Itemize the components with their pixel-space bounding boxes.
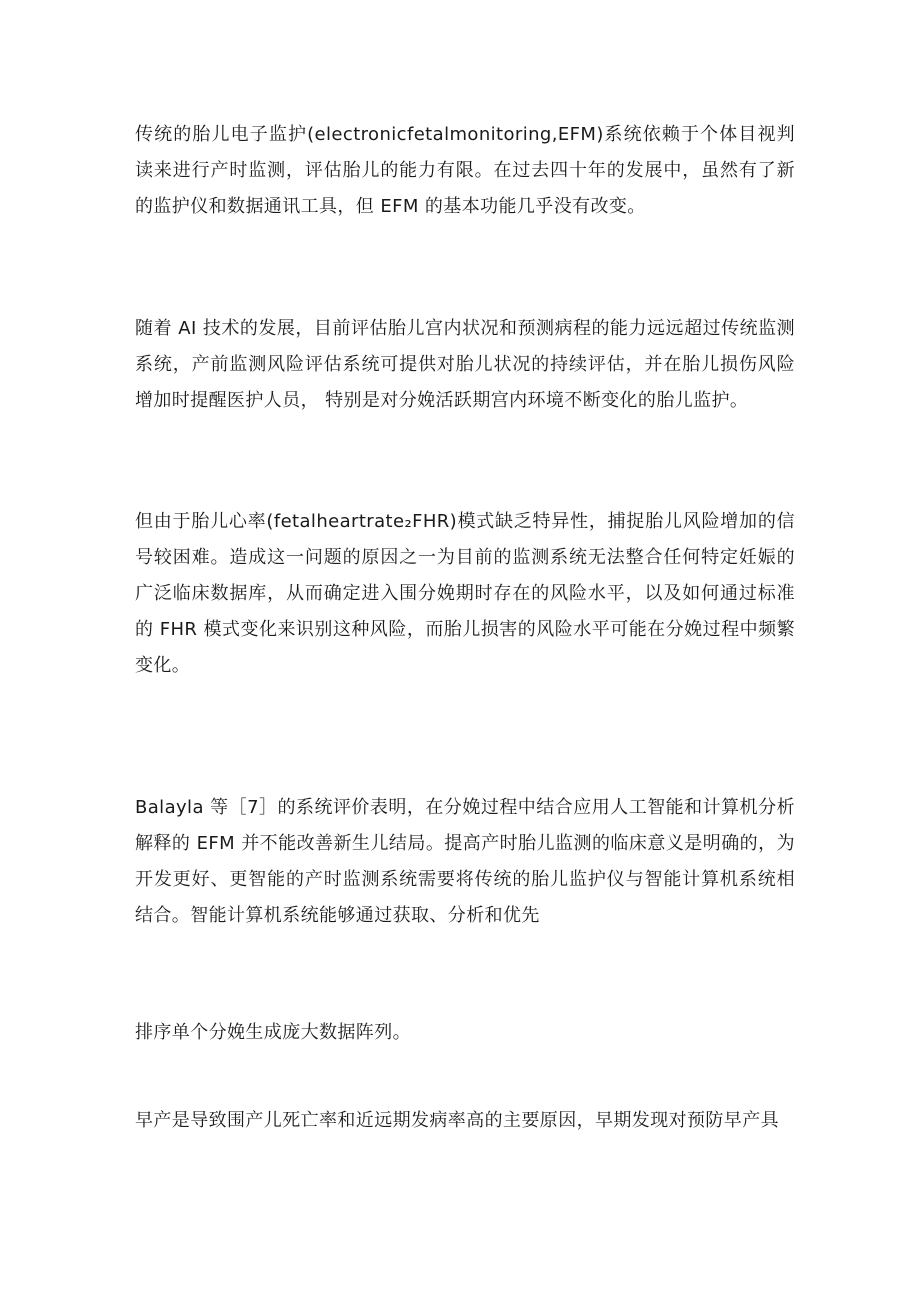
paragraph-fhr-specificity: 但由于胎儿心率(fetalheartrate₂FHR)模式缺乏特异性，捕捉胎儿风险增加的信号较困难。造成这一问题的原因之一为目前的监测系统无法整合任何特定妊娠的广泛临床数据库，从而确定进入围分娩期时存在的风险水平，以及如何通过标准的 FHR 模式变化来识别这种风险，而胎儿损害的风险水平可能在分娩过程中频繁变化。 bbox=[135, 511, 795, 676]
paragraph-preterm-birth: 早产是导致围产儿死亡率和近远期发病率高的主要原因，早期发现对预防早产具 bbox=[135, 1110, 779, 1131]
paragraph-efm-traditional: 传统的胎儿电子监护(electronicfetalmonitoring,EFM)系统依赖于个体目视判读来进行产时监测，评估胎儿的能力有限。在过去四十年的发展中，虽然有了新的监护仪和数据通讯工具，但 EFM 的基本功能几乎没有改变。 bbox=[135, 124, 795, 217]
paragraph-ai-development: 随着 AI 技术的发展，目前评估胎儿宫内状况和预测病程的能力远远超过传统监测系统，产前监测风险评估系统可提供对胎儿状况的持续评估，并在胎儿损伤风险增加时提醒医护人员， 特别是对分娩活跃期宫内环境不断变化的胎儿监护。 bbox=[135, 318, 795, 411]
paragraph-data-array: 排序单个分娩生成庞大数据阵列。 bbox=[135, 1022, 411, 1043]
paragraph-balayla-review: Balayla 等［7］的系统评价表明，在分娩过程中结合应用人工智能和计算机分析解释的 EFM 并不能改善新生儿结局。提高产时胎儿监测的临床意义是明确的，为开发更好、更智能的产时监测系统需要将传统的胎儿监护仪与智能计算机系统相结合。智能计算机系统能够通过获取、分析和优先 bbox=[135, 797, 795, 926]
